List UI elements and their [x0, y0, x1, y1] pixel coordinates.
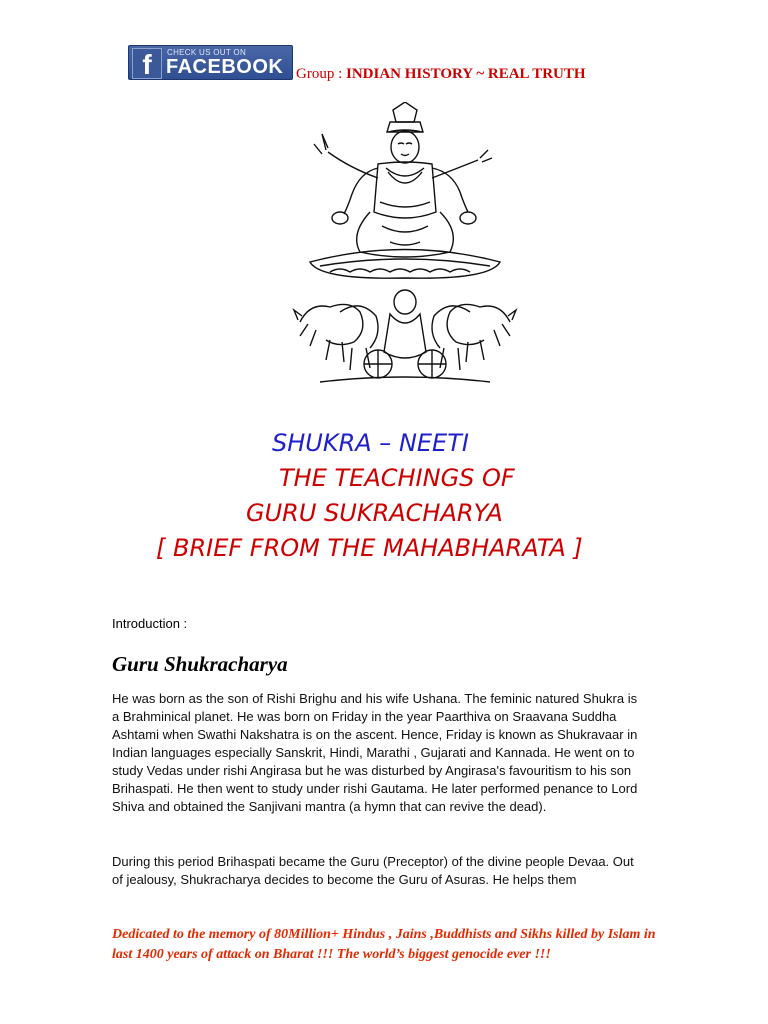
paragraph-2: During this period Brihaspati became the Guru (Preceptor) of the divine people Devaa. Out of jealousy, Shukracharya decides to become the Guru of Asuras. He helps them: [112, 854, 634, 887]
title-line-3: GURU SUKRACHARYA: [246, 499, 503, 527]
title-line-4: [ BRIEF FROM THE MAHABHARATA ]: [156, 534, 583, 562]
title-line-2: THE TEACHINGS OF: [279, 464, 515, 492]
deity-chariot-illustration: [290, 102, 520, 392]
paragraph-1: He was born as the son of Rishi Brighu and his wife Ushana. The feminic natured Shukra is a Brahminical planet. He was born on Friday in the year Paarthiva on Sraavana Suddha Ashtami when Swathi Nakshatra is on the ascent. Hence, Friday is known as Shukravaar in Indian languages especially Sanskrit, Hindi, Marathi , Gujarati and Kannada. He went on to study Vedas under rishi Angirasa but he was disturbed by Angirasa's favouritism to his son Brihaspati. He then went to study under rishi Gautama. He later performed penance to Lord Shiva and obtained the Sanjivani mantra (a hymn that can revive the dead).: [112, 691, 638, 814]
facebook-badge-caption: CHECK US OUT ON: [167, 48, 247, 57]
dedication-text: Dedicated to the memory of 80Million+ Hindus , Jains ,Buddhists and Sikhs killed by Islam in last 1400 years of attack on Bharat !!! The world’s biggest genocide ever !!!: [112, 927, 656, 962]
facebook-badge-label: FACEBOOK: [166, 56, 284, 78]
section-heading: Guru Shukracharya: [112, 652, 288, 676]
group-prefix: Group :: [296, 66, 346, 82]
group-name: INDIAN HISTORY ~ REAL TRUTH: [346, 66, 586, 82]
group-line: [296, 66, 586, 83]
title-line-1: SHUKRA – NEETI: [272, 429, 469, 457]
intro-label: Introduction :: [112, 616, 188, 631]
facebook-badge[interactable]: [128, 45, 293, 80]
facebook-icon: f: [132, 48, 162, 79]
